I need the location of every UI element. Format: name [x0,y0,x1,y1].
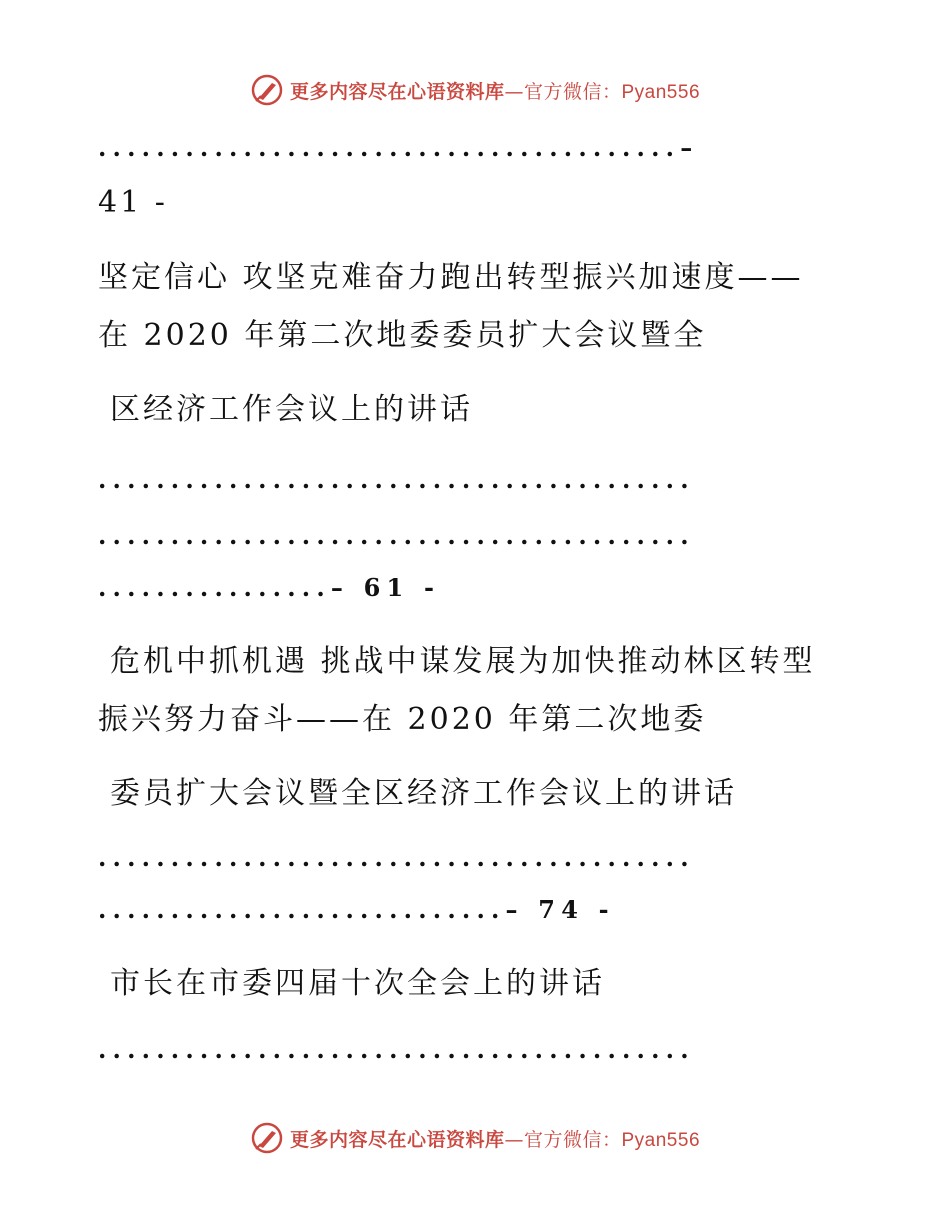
toc-entry-title: 市长在市委四届十次全会上的讲话 [110,966,605,1001]
watermark-text [290,1125,700,1152]
watermark-separator: — [504,80,524,103]
toc-leader-line: ......................................... [98,465,695,494]
watermark-handle: Pyan556 [621,81,701,103]
toc-entry-title: 委员扩大会议暨全区经济工作会议上的讲话 [110,776,737,811]
toc-entry-title: 在 2020 年第二次地委委员扩大会议暨全 [98,318,707,353]
toc-entry-title: 振兴努力奋斗——在 2020 年第二次地委 [98,702,707,737]
toc-entry-title: 坚定信心 攻坚克难奋力跑出转型振兴加速度—— [98,260,804,295]
watermark-label: 官方微信： [523,80,622,103]
watermark-separator: — [504,1128,524,1151]
watermark-handle: Pyan556 [621,1129,701,1151]
watermark-brand: 更多内容尽在心语资料库 [289,80,505,103]
toc-leader-page: ............................– 74 - [98,895,615,924]
watermark-label: 官方微信： [523,1128,622,1151]
toc-leader-line: ......................................... [98,843,695,872]
header-watermark [0,70,950,110]
toc-leader-line: ......................................... [98,521,695,550]
quill-seal-icon [250,73,284,107]
toc-entry-title: 区经济工作会议上的讲话 [110,392,473,427]
toc-leader-page: ................– 61 - [98,573,441,602]
toc-leader-line: ........................................– [98,133,699,162]
footer-watermark [0,1118,950,1158]
toc-page-number: 41 - [98,185,168,220]
watermark-text [290,77,700,104]
toc-entry-title: 危机中抓机遇 挑战中谋发展为加快推动林区转型 [110,644,816,679]
toc-leader-line: ......................................... [98,1035,695,1064]
watermark-brand: 更多内容尽在心语资料库 [289,1128,505,1151]
quill-seal-icon [250,1121,284,1155]
